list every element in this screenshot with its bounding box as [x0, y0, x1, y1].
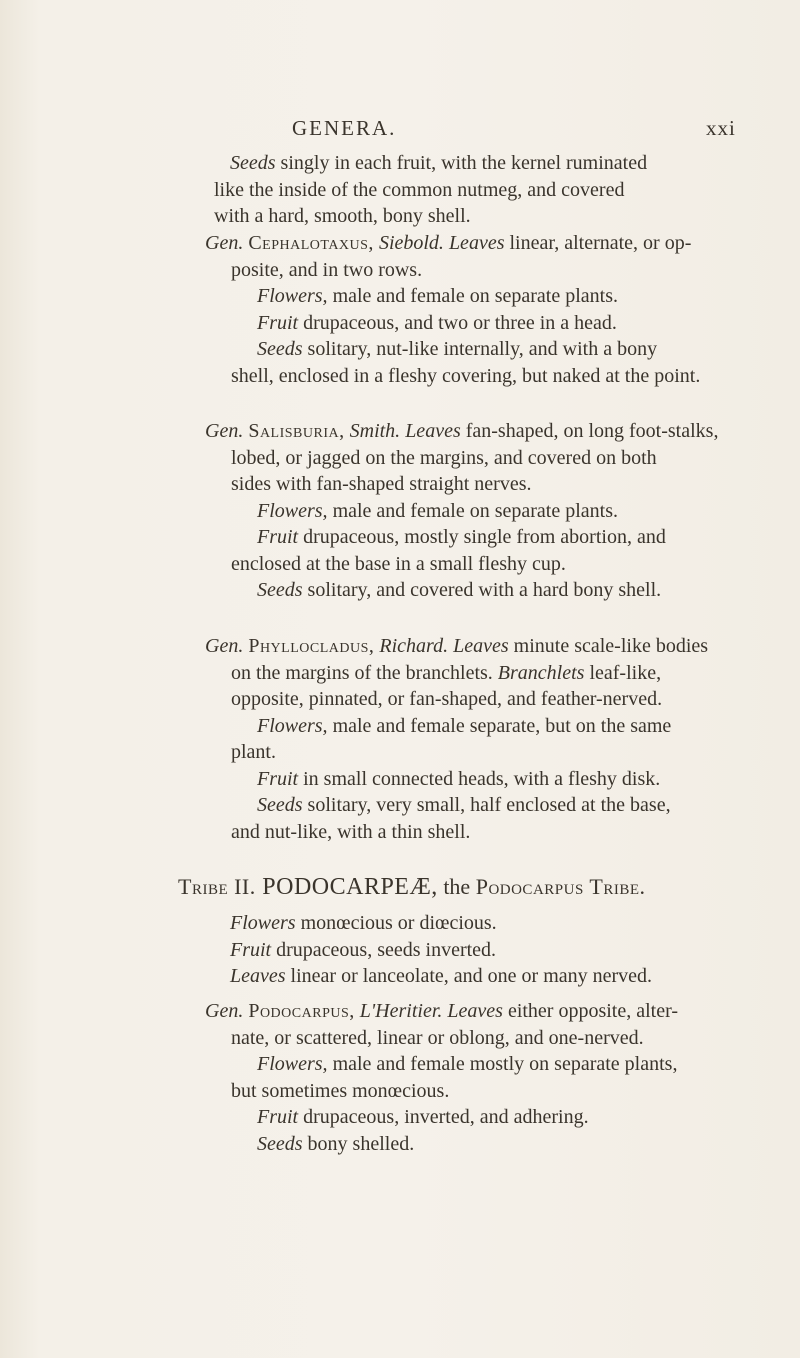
small-caps-term: Cephalotaxus, [248, 232, 374, 254]
text-line [257, 1131, 765, 1158]
text-line [231, 551, 765, 578]
text-line [257, 310, 765, 337]
text-line [231, 819, 765, 846]
text-run: and nut-like, with a thin shell. [231, 820, 471, 843]
tribe-heading [178, 874, 738, 901]
paragraph-seeds-continued [214, 150, 790, 230]
text-run: fan-shaped, on long foot-stalks, [460, 420, 719, 442]
text-run: linear, alternate, or op- [504, 232, 692, 254]
page-header [0, 116, 800, 146]
text-run: shell, enclosed in a fleshy covering, but naked at the point. [231, 364, 701, 387]
text-run: nate, or scattered, linear or oblong, and one-nerved. [231, 1026, 644, 1049]
text-line [214, 177, 790, 204]
text-line [178, 874, 738, 901]
text-run: bony shelled. [302, 1132, 415, 1155]
italic-term: Leaves [453, 635, 509, 657]
text-run: posite, and in two rows. [231, 258, 423, 281]
text-line [257, 1051, 765, 1078]
italic-term: Gen. [205, 635, 244, 657]
italic-term: Seeds [257, 579, 303, 601]
paragraph-salisburia [205, 418, 765, 604]
text-run: singly in each fruit, with the kernel ruminated [275, 152, 648, 174]
text-line [231, 686, 765, 713]
italic-term: Flowers, [257, 714, 328, 737]
text-line [257, 283, 765, 310]
small-caps-term: Podocarpus, [248, 1000, 355, 1022]
italic-term: Richard. [379, 635, 449, 657]
text-line [257, 336, 765, 363]
italic-term: Seeds [257, 794, 303, 816]
text-run: sides with fan-shaped straight nerves. [231, 473, 532, 495]
italic-term: Fruit [257, 311, 299, 334]
text-line [257, 766, 765, 793]
italic-term: Seeds [257, 338, 303, 360]
italic-term: Flowers [230, 912, 296, 934]
text-line [257, 1104, 765, 1131]
italic-term: Flowers, [257, 285, 328, 307]
text-run: solitary, nut-like internally, and with a bony [302, 338, 658, 360]
text-line [257, 524, 765, 551]
text-run: solitary, very small, half enclosed at the base, [302, 794, 671, 816]
text-line [230, 937, 790, 964]
italic-term: Seeds [230, 152, 276, 174]
italic-term: Flowers, [257, 499, 328, 522]
text-run: like the inside of the common nutmeg, and covered [214, 178, 625, 201]
italic-term: Fruit [257, 1106, 299, 1128]
text-line [230, 963, 790, 990]
text-run: minute scale-like bodies [508, 635, 709, 657]
paragraph-podocarpus [205, 998, 765, 1157]
text-line [231, 1025, 765, 1052]
running-title: GENERA. [292, 116, 397, 140]
italic-term: Leaves [447, 1000, 503, 1022]
text-run: with a hard, smooth, bony shell. [214, 205, 471, 227]
text-run: linear or lanceolate, and one or many nerved. [285, 965, 653, 987]
text-run: solitary, and covered with a hard bony shell. [302, 579, 662, 601]
italic-term: Gen. [205, 420, 244, 442]
text-line [205, 230, 765, 257]
text-line [230, 910, 790, 937]
text-run: monœcious or diœcious. [295, 912, 497, 934]
text-run: in small connected heads, with a fleshy disk. [298, 767, 661, 790]
text-run: but sometimes monœcious. [231, 1079, 450, 1102]
small-caps-term: Salisburia, [248, 420, 345, 442]
text-line [257, 577, 765, 604]
text-run: male and female mostly on separate plants, [327, 1053, 678, 1075]
text-run: male and female separate, but on the same [327, 714, 672, 737]
text-run: drupaceous, and two or three in a head. [298, 311, 617, 334]
paragraph-tribe-description [230, 910, 790, 990]
text-line [231, 739, 765, 766]
italic-term: Fruit [230, 938, 272, 961]
italic-term: Gen. [205, 232, 244, 254]
italic-term: L'Heritier. [359, 1000, 443, 1022]
italic-term: Seeds [257, 1132, 303, 1155]
small-caps-term: Tribe II. [178, 874, 256, 899]
text-run: leaf-like, [584, 661, 662, 684]
italic-term: Siebold. [378, 232, 444, 254]
italic-term: Fruit [257, 526, 299, 548]
text-run: drupaceous, seeds inverted. [271, 938, 497, 961]
text-line [214, 203, 790, 230]
text-run: male and female on separate plants. [327, 499, 618, 522]
paragraph-cephalotaxus [205, 230, 765, 389]
text-line [257, 713, 765, 740]
text-line [231, 445, 765, 472]
text-line [231, 363, 765, 390]
italic-term: Leaves [230, 965, 286, 987]
text-run: drupaceous, inverted, and adhering. [298, 1106, 589, 1128]
text-line [231, 1078, 765, 1105]
text-run: the [437, 874, 476, 899]
text-run: drupaceous, mostly single from abortion, and [298, 526, 666, 548]
italic-term: Fruit [257, 767, 299, 790]
italic-term: Leaves [405, 420, 461, 442]
text-line [230, 150, 790, 177]
text-run: PODOCARPEÆ, [255, 874, 438, 900]
text-line [205, 633, 765, 660]
paragraph-phyllocladus [205, 633, 765, 845]
italic-term: Smith. [349, 420, 401, 442]
text-line [231, 471, 765, 498]
text-line [257, 498, 765, 525]
text-run: enclosed at the base in a small fleshy cup. [231, 552, 566, 575]
text-line [205, 998, 765, 1025]
text-line [231, 660, 765, 687]
italic-term: Leaves [448, 232, 505, 254]
small-caps-term: Phyllocladus, [248, 635, 375, 657]
italic-term: Branchlets [497, 661, 585, 684]
small-caps-term: Podocarpus Tribe. [475, 874, 646, 899]
text-run: on the margins of the branchlets. [231, 661, 498, 684]
text-run: either opposite, alter- [502, 1000, 679, 1022]
text-run: male and female on separate plants. [327, 285, 618, 307]
page-number: xxi [706, 116, 736, 140]
text-line [205, 418, 765, 445]
text-line [231, 257, 765, 284]
italic-term: Gen. [205, 1000, 244, 1022]
text-run: lobed, or jagged on the margins, and covered on both [231, 446, 657, 469]
italic-term: Flowers, [257, 1053, 328, 1075]
text-run: opposite, pinnated, or fan-shaped, and feather-nerved. [231, 688, 663, 710]
text-run: plant. [231, 741, 276, 763]
text-line [257, 792, 765, 819]
